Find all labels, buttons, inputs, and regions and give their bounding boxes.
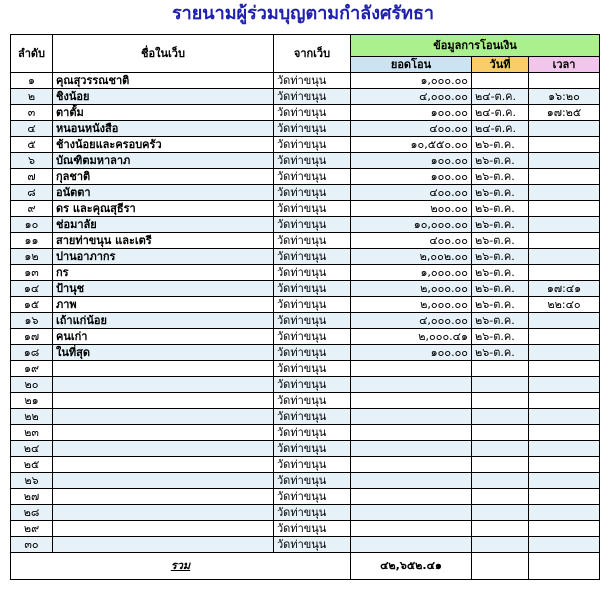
row-number: ๑๖	[11, 313, 53, 329]
transfer-date	[472, 521, 529, 537]
transfer-date	[472, 505, 529, 521]
transfer-time	[529, 409, 600, 425]
transfer-date	[472, 409, 529, 425]
transfer-time	[529, 153, 600, 169]
transfer-amount: ๑๐,๕๕๐.๐๐	[351, 137, 472, 153]
table-row	[11, 89, 600, 105]
source-site: วัดท่าขนุน	[274, 329, 351, 345]
donor-name	[53, 393, 274, 409]
transfer-date	[472, 457, 529, 473]
transfer-amount	[351, 409, 472, 425]
donor-name: กร	[53, 265, 274, 281]
page-title: รายนามผู้ร่วมบุญตามกำลังศรัทธา	[171, 3, 435, 24]
transfer-amount: ๑๐๐.๐๐	[351, 105, 472, 121]
table-row	[11, 313, 600, 329]
row-number: ๒๒	[11, 409, 53, 425]
source-site: วัดท่าขนุน	[274, 73, 351, 89]
donor-name: บัณฑิตมหาลาภ	[53, 153, 274, 169]
transfer-time	[529, 201, 600, 217]
row-number: ๙	[11, 201, 53, 217]
row-number: ๑๓	[11, 265, 53, 281]
transfer-time	[529, 393, 600, 409]
row-number: ๘	[11, 185, 53, 201]
transfer-amount: ๒,๐๐๒.๐๐	[351, 249, 472, 265]
row-number: ๑๕	[11, 297, 53, 313]
transfer-amount: ๑,๐๐๐.๐๐	[351, 73, 472, 89]
donor-name: ดร และคุณสุธีรา	[53, 201, 274, 217]
row-number: ๑๘	[11, 345, 53, 361]
transfer-date	[472, 377, 529, 393]
transfer-date: ๒๖-ต.ค.	[472, 233, 529, 249]
source-site: วัดท่าขนุน	[274, 265, 351, 281]
donor-name: คนเก่า	[53, 329, 274, 345]
donor-name	[53, 377, 274, 393]
source-site: วัดท่าขนุน	[274, 425, 351, 441]
transfer-date	[472, 489, 529, 505]
source-site: วัดท่าขนุน	[274, 105, 351, 121]
header-source: จากเว็บ	[274, 35, 351, 73]
donor-name	[53, 425, 274, 441]
table-row	[11, 185, 600, 201]
transfer-time	[529, 345, 600, 361]
transfer-amount: ๔๐๐.๐๐	[351, 121, 472, 137]
source-site: วัดท่าขนุน	[274, 153, 351, 169]
table-row	[11, 521, 600, 537]
table-row	[11, 137, 600, 153]
row-number: ๒๘	[11, 505, 53, 521]
transfer-amount: ๑๐,๐๐๐.๐๐	[351, 217, 472, 233]
transfer-time	[529, 489, 600, 505]
donor-name	[53, 505, 274, 521]
donor-name	[53, 441, 274, 457]
table-row	[11, 153, 600, 169]
donor-name	[53, 537, 274, 553]
total-label: รวม	[11, 553, 351, 580]
transfer-time: ๑๗:๔๑	[529, 281, 600, 297]
donor-name: อนัตตา	[53, 185, 274, 201]
donor-name: กุลชาติ	[53, 169, 274, 185]
transfer-amount: ๔๐๐.๐๐	[351, 185, 472, 201]
transfer-time	[529, 329, 600, 345]
donor-name: ภาพ	[53, 297, 274, 313]
transfer-date: ๒๖-ต.ค.	[472, 217, 529, 233]
transfer-amount: ๑๐๐.๐๐	[351, 345, 472, 361]
table-row	[11, 425, 600, 441]
donor-name: สายท่าขนุน และเตรี	[53, 233, 274, 249]
donor-name	[53, 361, 274, 377]
transfer-amount: ๑,๐๐๐.๐๐	[351, 265, 472, 281]
transfer-time	[529, 473, 600, 489]
transfer-amount	[351, 489, 472, 505]
transfer-time	[529, 233, 600, 249]
source-site: วัดท่าขนุน	[274, 281, 351, 297]
total-time-cell	[529, 553, 600, 580]
transfer-time	[529, 185, 600, 201]
transfer-time	[529, 121, 600, 137]
source-site: วัดท่าขนุน	[274, 233, 351, 249]
transfer-amount: ๒,๐๐๐.๐๐	[351, 297, 472, 313]
transfer-date	[472, 441, 529, 457]
table-row	[11, 297, 600, 313]
transfer-date: ๒๖-ต.ค.	[472, 137, 529, 153]
transfer-amount	[351, 521, 472, 537]
table-row	[11, 393, 600, 409]
transfer-amount: ๔,๐๐๐.๐๐	[351, 89, 472, 105]
transfer-date	[472, 537, 529, 553]
transfer-amount	[351, 425, 472, 441]
transfer-amount	[351, 537, 472, 553]
transfer-date: ๒๖-ต.ค.	[472, 281, 529, 297]
transfer-date: ๒๔-ต.ค.	[472, 89, 529, 105]
donor-name: คุณสุวรรณชาติ	[53, 73, 274, 89]
row-number: ๒	[11, 89, 53, 105]
donor-name	[53, 473, 274, 489]
row-number: ๑๒	[11, 249, 53, 265]
table-row	[11, 345, 600, 361]
row-number: ๑๐	[11, 217, 53, 233]
row-number: ๒๗	[11, 489, 53, 505]
table-row	[11, 473, 600, 489]
source-site: วัดท่าขนุน	[274, 313, 351, 329]
total-amount: ๔๒,๖๕๒.๔๑	[351, 553, 472, 580]
transfer-date	[472, 361, 529, 377]
transfer-time	[529, 505, 600, 521]
transfer-time	[529, 425, 600, 441]
transfer-time	[529, 441, 600, 457]
transfer-date: ๒๖-ต.ค.	[472, 201, 529, 217]
table-row	[11, 457, 600, 473]
table-row	[11, 505, 600, 521]
source-site: วัดท่าขนุน	[274, 185, 351, 201]
transfer-time	[529, 521, 600, 537]
source-site: วัดท่าขนุน	[274, 249, 351, 265]
source-site: วัดท่าขนุน	[274, 457, 351, 473]
row-number: ๒๔	[11, 441, 53, 457]
row-number: ๒๙	[11, 521, 53, 537]
row-number: ๒๐	[11, 377, 53, 393]
transfer-amount: ๒,๐๐๐.๔๑	[351, 329, 472, 345]
row-number: ๑	[11, 73, 53, 89]
header-no: ลำดับ	[11, 35, 53, 73]
source-site: วัดท่าขนุน	[274, 537, 351, 553]
table-row	[11, 489, 600, 505]
transfer-date: ๒๖-ต.ค.	[472, 169, 529, 185]
donor-name: หนอนหนังสือ	[53, 121, 274, 137]
donor-name	[53, 457, 274, 473]
transfer-date: ๒๖-ต.ค.	[472, 345, 529, 361]
donor-name: ช่อมาลัย	[53, 217, 274, 233]
transfer-amount	[351, 473, 472, 489]
transfer-time	[529, 169, 600, 185]
transfer-date	[472, 425, 529, 441]
donor-name	[53, 521, 274, 537]
transfer-date: ๒๖-ต.ค.	[472, 153, 529, 169]
transfer-amount: ๑๐๐.๐๐	[351, 169, 472, 185]
transfer-amount: ๑๐๐.๐๐	[351, 153, 472, 169]
donor-name: เถ้าแก่น้อย	[53, 313, 274, 329]
table-row	[11, 265, 600, 281]
table-row	[11, 233, 600, 249]
table-row	[11, 249, 600, 265]
transfer-time	[529, 217, 600, 233]
source-site: วัดท่าขนุน	[274, 393, 351, 409]
header-date: วันที่	[472, 57, 529, 73]
row-number: ๓	[11, 105, 53, 121]
source-site: วัดท่าขนุน	[274, 441, 351, 457]
table-row	[11, 441, 600, 457]
transfer-amount	[351, 377, 472, 393]
source-site: วัดท่าขนุน	[274, 377, 351, 393]
donor-name: ในที่สุด	[53, 345, 274, 361]
row-number: ๗	[11, 169, 53, 185]
table-row	[11, 217, 600, 233]
row-number: ๑๑	[11, 233, 53, 249]
transfer-date	[472, 73, 529, 89]
source-site: วัดท่าขนุน	[274, 521, 351, 537]
header-amount: ยอดโอน	[351, 57, 472, 73]
transfer-date: ๒๔-ต.ค.	[472, 121, 529, 137]
header-transfer-group: ข้อมูลการโอนเงิน	[351, 35, 600, 57]
table-row	[11, 409, 600, 425]
transfer-amount	[351, 505, 472, 521]
transfer-amount	[351, 393, 472, 409]
header-name: ชื่อในเว็บ	[53, 35, 274, 73]
table-row	[11, 121, 600, 137]
source-site: วัดท่าขนุน	[274, 409, 351, 425]
transfer-time	[529, 137, 600, 153]
transfer-date: ๒๖-ต.ค.	[472, 329, 529, 345]
donor-name: ปานอาภากร	[53, 249, 274, 265]
source-site: วัดท่าขนุน	[274, 473, 351, 489]
source-site: วัดท่าขนุน	[274, 361, 351, 377]
transfer-date: ๒๖-ต.ค.	[472, 297, 529, 313]
source-site: วัดท่าขนุน	[274, 489, 351, 505]
transfer-time: ๑๖:๒๐	[529, 89, 600, 105]
transfer-time	[529, 457, 600, 473]
source-site: วัดท่าขนุน	[274, 217, 351, 233]
total-date-cell	[472, 553, 529, 580]
transfer-time	[529, 313, 600, 329]
transfer-time	[529, 537, 600, 553]
transfer-date: ๒๖-ต.ค.	[472, 185, 529, 201]
donor-name	[53, 409, 274, 425]
transfer-date: ๒๖-ต.ค.	[472, 265, 529, 281]
table-row	[11, 361, 600, 377]
table-row	[11, 377, 600, 393]
transfer-date	[472, 473, 529, 489]
row-number: ๖	[11, 153, 53, 169]
source-site: วัดท่าขนุน	[274, 505, 351, 521]
table-row	[11, 329, 600, 345]
row-number: ๒๓	[11, 425, 53, 441]
donor-name: ป้านุช	[53, 281, 274, 297]
source-site: วัดท่าขนุน	[274, 137, 351, 153]
header-time: เวลา	[529, 57, 600, 73]
table-row	[11, 201, 600, 217]
transfer-date: ๒๖-ต.ค.	[472, 249, 529, 265]
transfer-amount	[351, 441, 472, 457]
donor-name: ช้างน้อยและครอบครัว	[53, 137, 274, 153]
source-site: วัดท่าขนุน	[274, 345, 351, 361]
row-number: ๒๕	[11, 457, 53, 473]
transfer-date: ๒๔-ต.ค.	[472, 105, 529, 121]
source-site: วัดท่าขนุน	[274, 169, 351, 185]
table-row	[11, 537, 600, 553]
transfer-time	[529, 361, 600, 377]
row-number: ๓๐	[11, 537, 53, 553]
donor-name: ตาตั้ม	[53, 105, 274, 121]
source-site: วัดท่าขนุน	[274, 121, 351, 137]
row-number: ๑๔	[11, 281, 53, 297]
row-number: ๒๑	[11, 393, 53, 409]
transfer-time: ๒๒:๔๐	[529, 297, 600, 313]
transfer-amount: ๔,๐๐๐.๐๐	[351, 313, 472, 329]
donor-name	[53, 489, 274, 505]
transfer-time	[529, 377, 600, 393]
table-row	[11, 169, 600, 185]
source-site: วัดท่าขนุน	[274, 89, 351, 105]
row-number: ๑๗	[11, 329, 53, 345]
transfer-date: ๒๖-ต.ค.	[472, 313, 529, 329]
table-body	[11, 73, 600, 553]
source-site: วัดท่าขนุน	[274, 201, 351, 217]
row-number: ๔	[11, 121, 53, 137]
transfer-date	[472, 393, 529, 409]
transfer-amount: ๔๐๐.๐๐	[351, 233, 472, 249]
transfer-amount: ๒,๐๐๐.๐๐	[351, 281, 472, 297]
row-number: ๒๖	[11, 473, 53, 489]
transfer-amount: ๒๐๐.๐๐	[351, 201, 472, 217]
transfer-time	[529, 249, 600, 265]
transfer-amount	[351, 361, 472, 377]
transfer-time	[529, 265, 600, 281]
row-number: ๕	[11, 137, 53, 153]
transfer-time	[529, 73, 600, 89]
table-row	[11, 73, 600, 89]
table-row	[11, 281, 600, 297]
table-row	[11, 105, 600, 121]
transfer-time: ๑๗:๒๕	[529, 105, 600, 121]
donor-table	[10, 34, 600, 580]
transfer-amount	[351, 457, 472, 473]
donor-name: ชิงน้อย	[53, 89, 274, 105]
source-site: วัดท่าขนุน	[274, 297, 351, 313]
row-number: ๑๙	[11, 361, 53, 377]
